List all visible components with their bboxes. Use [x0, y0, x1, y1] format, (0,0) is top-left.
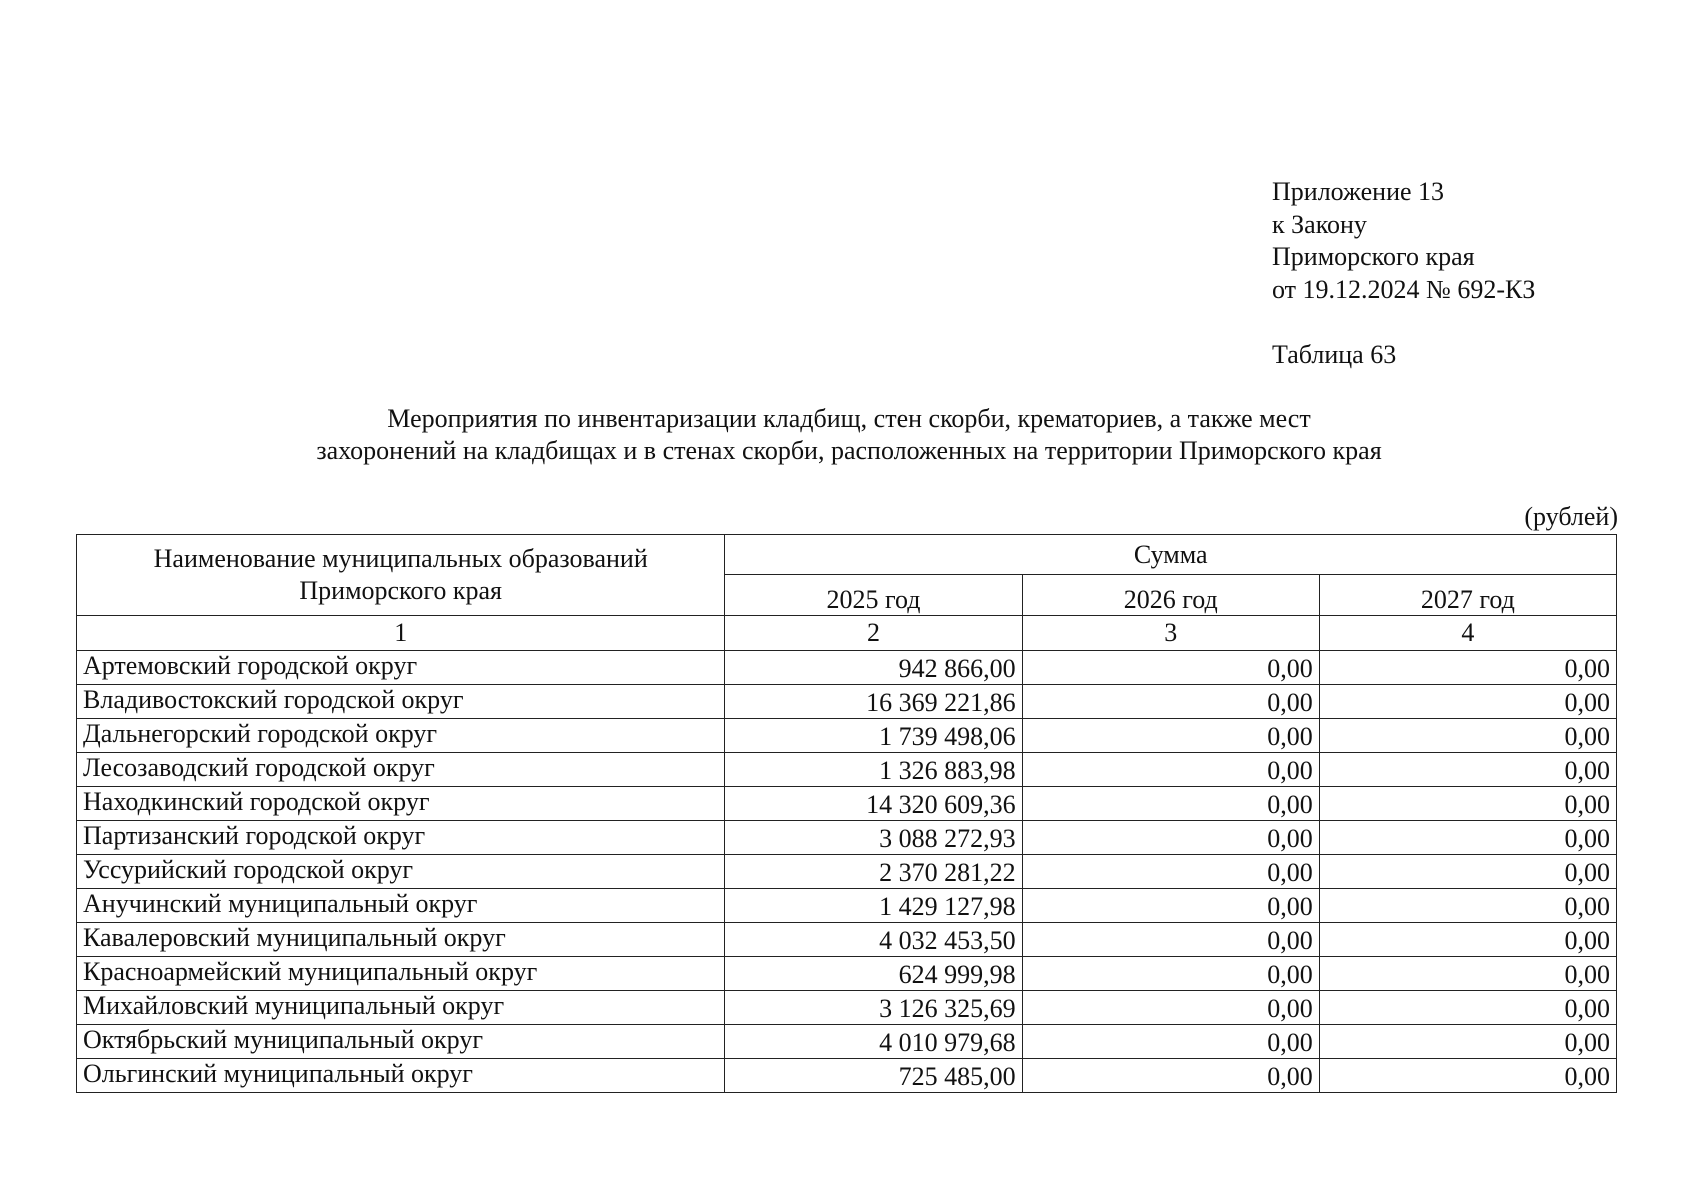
- appendix-line: Приложение 13: [1272, 177, 1445, 206]
- amount-2027-cell: 0,00: [1319, 855, 1616, 889]
- amount-2026-cell: 0,00: [1022, 753, 1319, 787]
- table-row: [77, 821, 1617, 855]
- amount-2027-cell: 0,00: [1319, 1025, 1616, 1059]
- amount-2025-cell: 942 866,00: [725, 651, 1022, 685]
- amount-2025-cell: 16 369 221,86: [725, 685, 1022, 719]
- municipality-name-cell: Партизанский городской округ: [77, 821, 725, 855]
- amount-2026-cell: 0,00: [1022, 787, 1319, 821]
- amount-2026-cell: 0,00: [1022, 1059, 1319, 1093]
- table-row: [77, 1059, 1617, 1093]
- amount-2025-cell: 725 485,00: [725, 1059, 1022, 1093]
- table-body: [77, 616, 1617, 1093]
- table-row: [77, 753, 1617, 787]
- table-row: [77, 855, 1617, 889]
- amount-2025-cell: 3 126 325,69: [725, 991, 1022, 1025]
- amount-2027-cell: 0,00: [1319, 957, 1616, 991]
- document-title-line: Мероприятия по инвентаризации кладбищ, стен скорби, крематориев, а также мест: [387, 404, 1311, 433]
- amount-2027-cell: 0,00: [1319, 991, 1616, 1025]
- year-header-2025: 2025 год: [725, 575, 1022, 616]
- table-row: [77, 957, 1617, 991]
- column-number: 1: [77, 616, 725, 651]
- amount-2025-cell: 2 370 281,22: [725, 855, 1022, 889]
- table-row: [77, 719, 1617, 753]
- amount-2026-cell: 0,00: [1022, 685, 1319, 719]
- amount-2026-cell: 0,00: [1022, 991, 1319, 1025]
- appendix-reference: [1272, 176, 1535, 306]
- municipality-header-line: Наименование муниципальных образований: [153, 544, 648, 573]
- units-label: (рублей): [1524, 502, 1618, 531]
- municipality-name-cell: Уссурийский городской округ: [77, 855, 725, 889]
- table-row: [77, 787, 1617, 821]
- amount-2025-cell: 3 088 272,93: [725, 821, 1022, 855]
- column-number: 3: [1022, 616, 1319, 651]
- amount-2026-cell: 0,00: [1022, 821, 1319, 855]
- appendix-line: к Закону: [1272, 209, 1367, 239]
- appendix-line: Приморского края: [1272, 242, 1475, 271]
- municipality-name-cell: Лесозаводский городской округ: [77, 753, 725, 787]
- amount-2027-cell: 0,00: [1319, 1059, 1616, 1093]
- table-header: [77, 535, 1617, 616]
- municipality-name-cell: Октябрьский муниципальный округ: [77, 1025, 725, 1059]
- table-row: [77, 923, 1617, 957]
- column-number: 4: [1319, 616, 1616, 651]
- municipality-name-cell: Кавалеровский муниципальный округ: [77, 923, 725, 957]
- amount-2027-cell: 0,00: [1319, 685, 1616, 719]
- table-row: [77, 685, 1617, 719]
- column-number: 2: [725, 616, 1022, 651]
- amount-2026-cell: 0,00: [1022, 651, 1319, 685]
- amount-2026-cell: 0,00: [1022, 719, 1319, 753]
- amount-2026-cell: 0,00: [1022, 855, 1319, 889]
- table-row: [77, 1025, 1617, 1059]
- amount-2026-cell: 0,00: [1022, 957, 1319, 991]
- municipality-name-cell: Михайловский муниципальный округ: [77, 991, 725, 1025]
- municipality-name-cell: Находкинский городской округ: [77, 787, 725, 821]
- municipality-name-cell: Анучинский муниципальный округ: [77, 889, 725, 923]
- amount-2025-cell: 1 326 883,98: [725, 753, 1022, 787]
- table-row: [77, 651, 1617, 685]
- amount-2025-cell: 4 010 979,68: [725, 1025, 1022, 1059]
- amount-2026-cell: 0,00: [1022, 1025, 1319, 1059]
- document-title-line: захоронений на кладбищах и в стенах скорби, расположенных на территории Приморского края: [316, 436, 1382, 465]
- table-number: Таблица 63: [1272, 340, 1397, 369]
- amount-2027-cell: 0,00: [1319, 821, 1616, 855]
- amount-2027-cell: 0,00: [1319, 923, 1616, 957]
- column-number-row: [77, 616, 1617, 651]
- amount-2027-cell: 0,00: [1319, 719, 1616, 753]
- table-row: [77, 991, 1617, 1025]
- amount-2027-cell: 0,00: [1319, 787, 1616, 821]
- document-title: [0, 403, 1698, 467]
- amount-2027-cell: 0,00: [1319, 889, 1616, 923]
- municipality-name-cell: Владивостокский городской округ: [77, 685, 725, 719]
- amount-2025-cell: 14 320 609,36: [725, 787, 1022, 821]
- amount-2026-cell: 0,00: [1022, 923, 1319, 957]
- municipality-header-line: Приморского края: [299, 576, 503, 605]
- municipality-column-header: [77, 535, 725, 616]
- amount-2025-cell: 1 739 498,06: [725, 719, 1022, 753]
- appendix-line: от 19.12.2024 № 692-КЗ: [1272, 274, 1536, 304]
- table-row: [77, 889, 1617, 923]
- amount-2027-cell: 0,00: [1319, 651, 1616, 685]
- amount-2026-cell: 0,00: [1022, 889, 1319, 923]
- municipality-name-cell: Дальнегорский городской округ: [77, 719, 725, 753]
- sum-column-header: Сумма: [725, 535, 1617, 575]
- municipality-name-cell: Красноармейский муниципальный округ: [77, 957, 725, 991]
- amount-2025-cell: 624 999,98: [725, 957, 1022, 991]
- funding-table: [76, 534, 1617, 1093]
- amount-2027-cell: 0,00: [1319, 753, 1616, 787]
- amount-2025-cell: 1 429 127,98: [725, 889, 1022, 923]
- municipality-name-cell: Ольгинский муниципальный округ: [77, 1059, 725, 1093]
- year-header-2027: 2027 год: [1319, 575, 1616, 616]
- year-header-2026: 2026 год: [1022, 575, 1319, 616]
- amount-2025-cell: 4 032 453,50: [725, 923, 1022, 957]
- municipality-name-cell: Артемовский городской округ: [77, 651, 725, 685]
